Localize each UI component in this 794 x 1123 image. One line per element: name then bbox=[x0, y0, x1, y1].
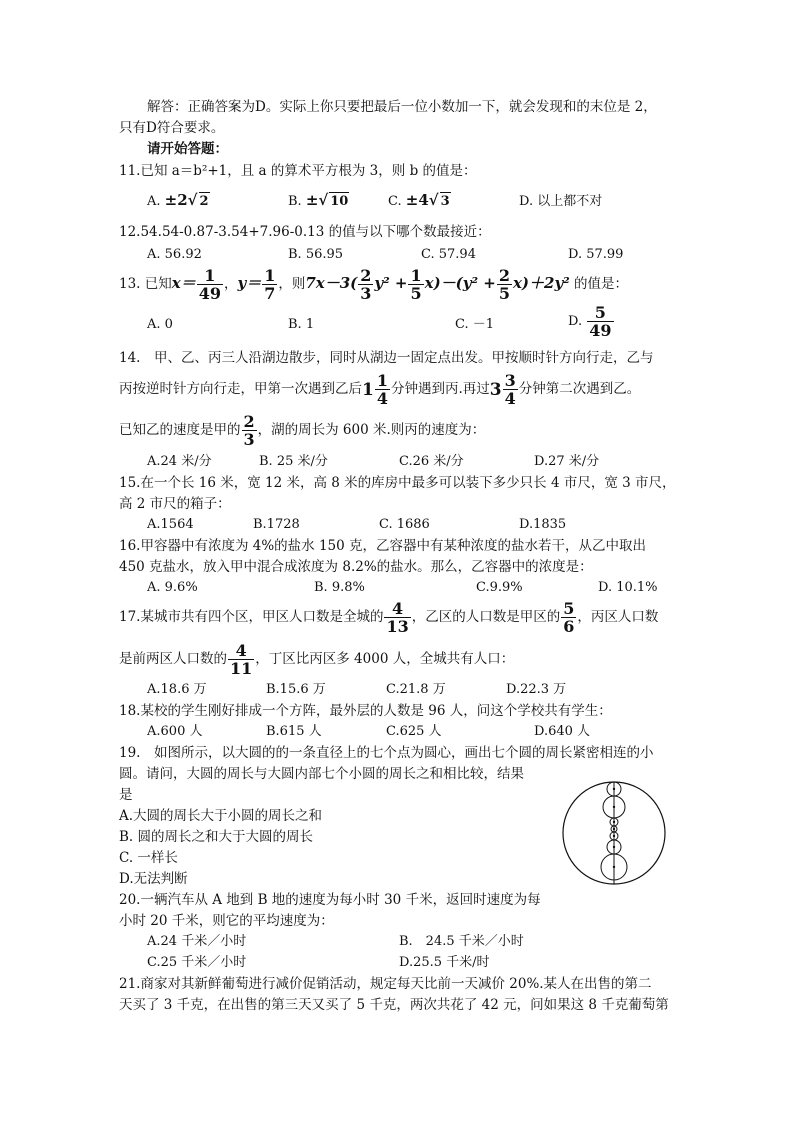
q11-option-c: C. ±4√ 3 bbox=[388, 191, 450, 209]
q13-expr-3: x)＋2y² bbox=[512, 274, 570, 292]
q20-option-b: B. 24.5 千米／小时 bbox=[399, 934, 524, 949]
q16-option-d: D. 10.1% bbox=[598, 580, 658, 595]
q19-line3: 是 bbox=[119, 787, 133, 803]
q11-c-label: C. bbox=[388, 194, 406, 209]
q11-b-math: ± bbox=[305, 191, 319, 209]
circles-diagram bbox=[561, 780, 667, 886]
q13-stem bbox=[119, 266, 628, 302]
q16-line1: 16.甲容器中有浓度为 4%的盐水 150 克，乙容器中有某种浓度的盐水若干，从乙中取出 bbox=[119, 538, 647, 554]
q17-option-c: C.21.8 万 bbox=[386, 682, 446, 697]
center-dot bbox=[613, 788, 615, 790]
q14-option-b: B. 25 米/分 bbox=[259, 454, 328, 469]
q14-line2b: 分钟遇到丙.再过 bbox=[390, 381, 490, 397]
q13-prefix: 13. 已知 bbox=[119, 276, 172, 292]
q14-line1: 14. 甲、乙、丙三人沿湖边散步，同时从湖边一固定点出发。甲按顺时针方向行走，乙与 bbox=[119, 350, 654, 366]
q11-option-d: D. 以上都不对 bbox=[519, 194, 603, 209]
center-dot bbox=[613, 866, 615, 868]
q11-b-radicand: 10 bbox=[330, 194, 349, 209]
q14-line3b: ，湖的周长为 600 米.则丙的速度为： bbox=[257, 422, 486, 438]
q19-option-b: B. 圆的周长之和大于大圆的周长 bbox=[119, 829, 314, 845]
q20-line2: 小时 20 千米，则它的平均速度为： bbox=[119, 913, 334, 929]
q20-option-d: D.25.5 千米/时 bbox=[399, 955, 490, 970]
q11-a-label: A. bbox=[147, 194, 165, 209]
q14-option-d: D.27 米/分 bbox=[534, 454, 600, 469]
q16-option-c: C.9.9% bbox=[476, 580, 523, 595]
q18-stem: 18.某校的学生刚好排成一个方阵，最外层的人数是 96 人，问这个学校共有学生： bbox=[119, 703, 612, 719]
q15-option-b: B.1728 bbox=[253, 517, 300, 532]
q17-option-a: A.18.6 万 bbox=[147, 682, 207, 697]
q11-a-radicand: 2 bbox=[199, 194, 209, 209]
q17-option-d: D.22.3 万 bbox=[506, 682, 567, 697]
q14-speed-fraction: $\frac{2}{3}$ bbox=[243, 412, 255, 449]
q14-mixed1-fraction: $\frac{1}{4}$ bbox=[376, 371, 388, 408]
q17-frac1: $\frac{4}{13}$ bbox=[386, 599, 409, 636]
answer-explanation-line1: 解答：正确答案为D。实际上你只要把最后一位小数加一下，就会发现和的末位是 2， bbox=[147, 99, 657, 115]
q21-line1: 21.商家对其新鲜葡萄进行减价促销活动，规定每天比前一天减价 20%.某人在出售的第二 bbox=[119, 976, 652, 992]
q13-expr-1: y² + bbox=[374, 274, 408, 292]
q15-line1: 15.在一个长 16 米，宽 12 米，高 8 米的库房中最多可以装下多少只长 4 市尺，宽 3 市尺， bbox=[119, 475, 676, 491]
q14-option-c: C.26 米/分 bbox=[399, 454, 464, 469]
q13-option-a: A. 0 bbox=[147, 317, 173, 332]
q12-stem: 12.54.54-0.87-3.54+7.96-0.13 的值与以下哪个数最接近： bbox=[119, 224, 491, 240]
q11-b-label: B. bbox=[288, 194, 306, 209]
q16-option-a: A. 9.6% bbox=[147, 580, 198, 595]
q17-line2 bbox=[119, 640, 514, 678]
q11-c-math: ±4 bbox=[405, 191, 429, 209]
q17-line1b: ，乙区的人口数是甲区的 bbox=[411, 609, 561, 625]
q19-option-a: A.大圆的周长大于小圆的周长之和 bbox=[119, 808, 323, 824]
q12-option-c: C. 57.94 bbox=[421, 247, 476, 262]
q18-option-d: D.640 人 bbox=[534, 724, 591, 739]
q17-option-b: B.15.6 万 bbox=[266, 682, 326, 697]
q13-sep: ， bbox=[223, 276, 238, 292]
q19-line1: 19. 如图所示，以大圆的的一条直径上的七个点为圆心，画出七个圆的周长紧密相连的小 bbox=[119, 745, 654, 761]
q20-line1: 20.一辆汽车从 A 地到 B 地的速度为每小时 30 千米，返回时速度为每 bbox=[119, 892, 541, 908]
center-dot bbox=[613, 821, 615, 823]
q18-option-a: A.600 人 bbox=[147, 724, 203, 739]
q21-line2: 天买了 3 千克，在出售的第三天又买了 5 千克，两次共花了 42 元，问如果这 8 千克葡萄第 bbox=[119, 997, 669, 1013]
q14-line2 bbox=[119, 370, 640, 409]
q13-then: ，则 bbox=[278, 276, 306, 292]
q14-mixed2-whole: 3 bbox=[489, 379, 502, 400]
q14-line2c: 分钟第二次遇到乙。 bbox=[518, 381, 641, 397]
q13-frac2: $\frac{1}{5}$ bbox=[410, 266, 422, 303]
q18-option-c: C.625 人 bbox=[386, 724, 442, 739]
q13-d-fraction: $\frac{5}{49}$ bbox=[589, 303, 612, 340]
q13-frac1: $\frac{2}{3}$ bbox=[360, 266, 372, 303]
q14-mixed1-whole: 1 bbox=[362, 379, 374, 400]
q16-line2: 450 克盐水，放入甲中混合成浓度为 8.2%的盐水。那么，乙容器中的浓度是： bbox=[119, 559, 593, 575]
q15-line2: 高 2 市尺的箱子： bbox=[119, 496, 231, 512]
q14-line3a: 已知乙的速度是甲的 bbox=[119, 422, 241, 438]
q17-line1 bbox=[119, 598, 658, 636]
q13-y-eq: y＝ bbox=[237, 274, 262, 292]
q11-stem: 11.已知 a＝b²+1，且 a 的算术平方根为 3，则 b 的值是： bbox=[119, 163, 477, 179]
q13-option-c: C. －1 bbox=[455, 317, 495, 332]
q19-line2: 圆。请问，大圆的周长与大圆内部七个小圆的周长之和相比较，结果 bbox=[119, 766, 524, 782]
q13-option-d bbox=[568, 304, 615, 339]
q11-a-math: ±2 bbox=[164, 191, 188, 209]
start-answering-label: 请开始答题： bbox=[147, 141, 228, 157]
q15-option-a: A.1564 bbox=[147, 517, 194, 532]
q11-option-a: A. ±2√ 2 bbox=[147, 191, 209, 209]
q17-frac2: $\frac{5}{6}$ bbox=[563, 599, 575, 636]
q14-line3 bbox=[119, 411, 485, 449]
q11-option-b: B. ±√ 10 bbox=[288, 191, 349, 209]
q13-x-eq: x＝ bbox=[171, 274, 196, 292]
center-dot bbox=[613, 835, 615, 837]
q13-expr-2: x)－(y² + bbox=[424, 274, 496, 292]
q13-x-fraction: $\frac{1}{49}$ bbox=[198, 266, 221, 303]
center-dot bbox=[613, 806, 615, 808]
q11-c-radicand: 3 bbox=[440, 194, 450, 209]
q13-frac3: $\frac{2}{5}$ bbox=[498, 266, 510, 303]
q15-option-d: D.1835 bbox=[519, 517, 567, 532]
q15-option-c: C. 1686 bbox=[379, 517, 430, 532]
q17-line1a: 17.某城市共有四个区，甲区人口数是全城的 bbox=[119, 609, 384, 625]
q16-option-b: B. 9.8% bbox=[314, 580, 365, 595]
q14-mixed2-fraction: $\frac{3}{4}$ bbox=[504, 371, 516, 408]
q20-option-c: C.25 千米／小时 bbox=[147, 955, 247, 970]
q17-line1c: ，丙区人口数 bbox=[577, 609, 659, 625]
q17-frac3: $\frac{4}{11}$ bbox=[230, 641, 253, 678]
q12-option-b: B. 56.95 bbox=[288, 247, 344, 262]
answer-explanation-line2: 只有D符合要求。 bbox=[119, 120, 225, 136]
q20-option-a: A.24 千米／小时 bbox=[147, 934, 247, 949]
q13-option-b: B. 1 bbox=[288, 317, 315, 332]
q14-line2a: 丙按逆时针方向行走，甲第一次遇到乙后 bbox=[119, 381, 362, 397]
q13-d-label: D. bbox=[568, 314, 583, 329]
center-dot bbox=[613, 846, 615, 848]
q13-expr-start: 7x－3( bbox=[305, 274, 358, 292]
q13-y-fraction: $\frac{1}{7}$ bbox=[264, 266, 276, 303]
q19-option-d: D.无法判断 bbox=[119, 871, 188, 887]
center-dot bbox=[613, 828, 615, 830]
q17-line2a: 是前两区人口数的 bbox=[119, 651, 227, 667]
q13-suffix: 的值是： bbox=[569, 276, 629, 292]
q14-option-a: A.24 米/分 bbox=[147, 454, 212, 469]
q18-option-b: B.615 人 bbox=[266, 724, 322, 739]
q19-option-c: C. 一样长 bbox=[119, 850, 178, 866]
q17-line2b: ，丁区比丙区多 4000 人，全城共有人口： bbox=[255, 651, 515, 667]
q12-option-a: A. 56.92 bbox=[147, 247, 202, 262]
q12-option-d: D. 57.99 bbox=[568, 247, 624, 262]
